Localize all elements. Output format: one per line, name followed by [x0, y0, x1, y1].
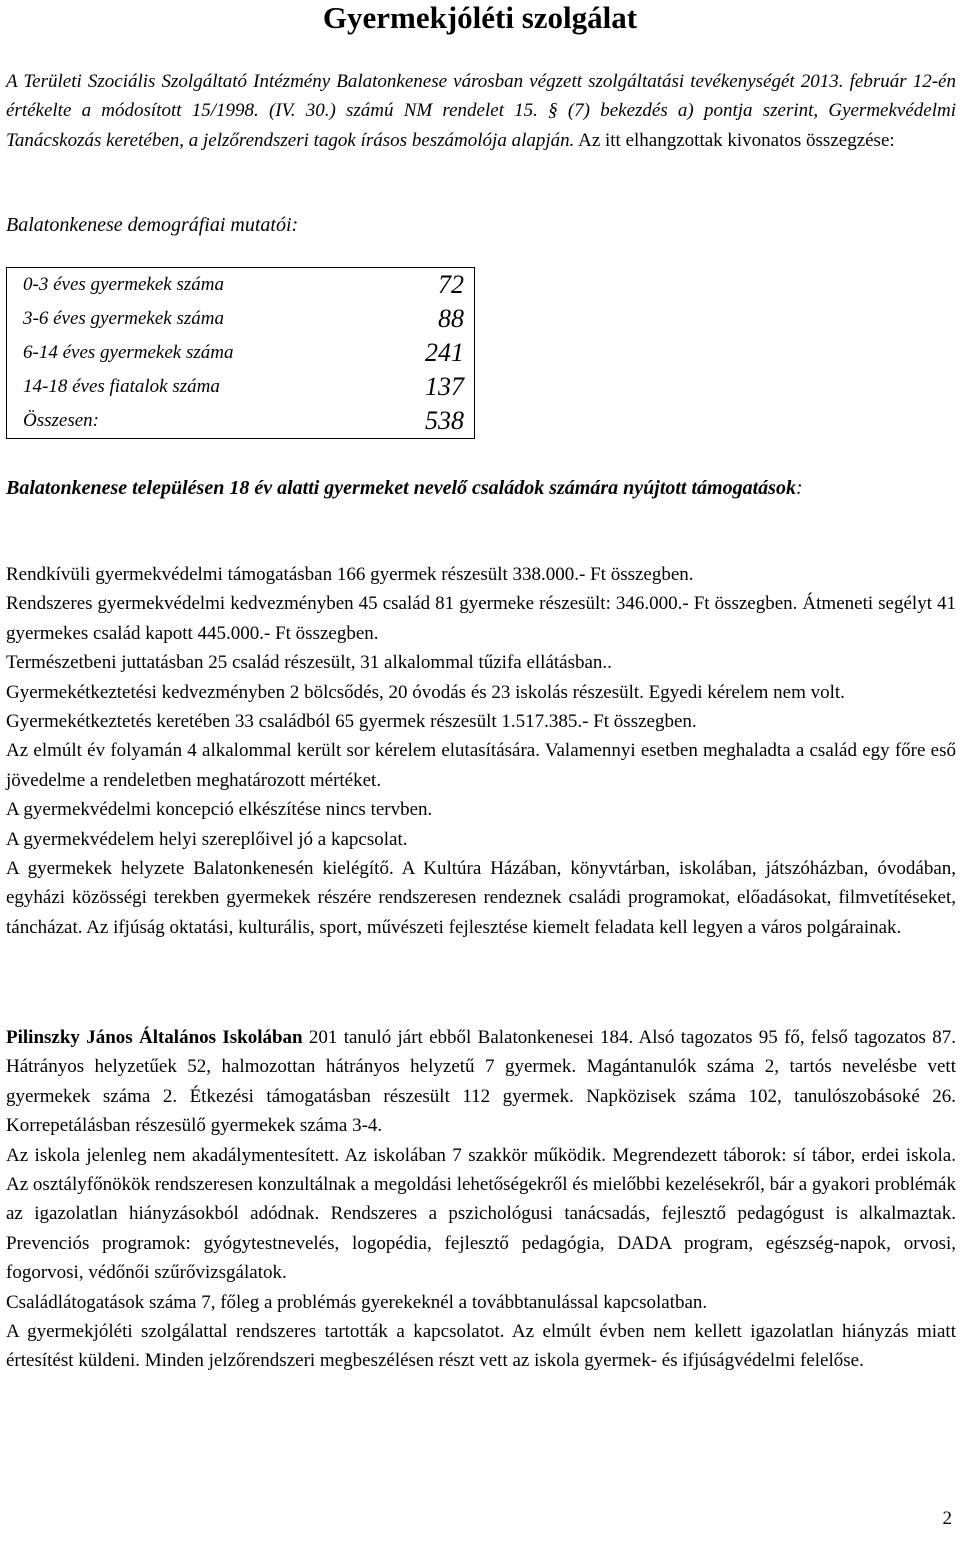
intro-summary-text: Az itt elhangzottak kivonatos összegzése: — [574, 129, 895, 151]
support-paragraph: Rendszeres gyermekvédelmi kedvezményben 45 család 81 gyermeke részesült: 346.000.- Ft összegben. Átmeneti segélyt 41 gyermekes család kapott 445.000.- Ft összegben. — [6, 593, 956, 644]
school-name: Pilinszky János Általános Iskolában — [6, 1027, 303, 1048]
support-paragraph: Gyermekétkeztetési kedvezményben 2 bölcsődés, 20 óvodás és 23 iskolás részesült. Egyedi kérelem nem volt. — [6, 681, 845, 703]
supports-heading-text: Balatonkenese településen 18 év alatti gyermeket nevelő családok számára nyújtott támogatások — [6, 477, 796, 499]
table-row — [7, 370, 475, 404]
page-number: 2 — [942, 1508, 952, 1529]
table-row — [7, 268, 475, 303]
row-label: 0-3 éves gyermekek száma — [23, 274, 224, 295]
support-paragraph: Természetbeni juttatásban 25 család részesült, 31 alkalommal tűzifa ellátásban.. — [6, 652, 612, 674]
support-paragraph: A gyermekek helyzete Balatonkenesén kielégítő. A Kultúra Házában, könyvtárban, iskolában, játszóházban, óvodában, egyházi közösségi terekben gyermekek részére rendszeresen rendeznek családi programokat, előadásokat, filmvetítéseket, táncházat. Az ifjúság oktatási, kulturális, sport, művészeti fejlesztése kiemelt feladata kell legyen a város polgárainak. — [6, 858, 956, 938]
row-value: 137 — [425, 372, 464, 401]
support-paragraph: A gyermekvédelmi koncepció elkészítése nincs tervben. — [6, 799, 433, 821]
row-value: 241 — [425, 338, 464, 367]
support-paragraph: Gyermekétkeztetés keretében 33 családból 65 gyermek részesült 1.517.385.- Ft összegben. — [6, 711, 697, 733]
school-paragraph: A gyermekjóléti szolgálattal rendszeres tartották a kapcsolatot. Az elmúlt évben nem kellett igazolatlan hiányzás miatt értesítést küldeni. Minden jelzőrendszeri megbeszélésen részt vett az iskola gyermek- és ifjúságvédelmi felelőse. — [6, 1321, 956, 1372]
row-value: 538 — [425, 406, 464, 435]
row-label: 6-14 éves gyermekek száma — [23, 342, 234, 363]
supports-section — [6, 560, 956, 942]
row-value: 88 — [438, 304, 464, 333]
page-title: Gyermekjóléti szolgálat — [322, 0, 638, 35]
support-paragraph: A gyermekvédelem helyi szereplőivel jó a kapcsolat. — [6, 828, 408, 850]
row-label: 3-6 éves gyermekek száma — [23, 308, 224, 329]
demographics-table — [6, 267, 475, 439]
school-paragraph: Az iskola jelenleg nem akadálymentesített. Az iskolában 7 szakkör működik. Megrendezett táborok: sí tábor, erdei iskola. Az osztályfőnökök rendszeresen konzultálnak a megoldási lehetőségekről és mielőbbi kezelésekről, bár a gyakori problémák az igazolatlan hiányzásokból adódnak. Rendszeres a pszichológusi tanácsadás, fejlesztő pedagógust is alkalmaztak. Prevenciós programok: gyógytestnevelés, logopédia, fejlesztő pedagógia, DADA program, egészség-napok, orvosi, fogorvosi, védőnői szűrővizsgálatok. — [6, 1144, 956, 1284]
row-value: 72 — [438, 270, 464, 299]
row-label: Összesen: — [23, 410, 99, 431]
demographics-heading: Balatonkenese demográfiai mutatói: — [6, 214, 299, 236]
row-label: 14-18 éves fiatalok száma — [23, 376, 220, 397]
table-row-total — [7, 404, 475, 439]
support-paragraph: Rendkívüli gyermekvédelmi támogatásban 166 gyermek részesült 338.000.- Ft összegben. — [6, 564, 694, 585]
intro-italic-text: A Területi Szociális Szolgáltató Intézmény Balatonkenese városban végzett szolgáltatási tevékenységét 2013. február 12-én értékelte a módosított 15/1998. (IV. 30.) számú NM rendelet 15. § (7) bekezdés a) pontja szerint, Gyermekvédelmi Tanácskozás keretében, a jelzőrendszeri tagok írásos beszámolója alapján. — [6, 71, 956, 151]
school-lead-text: 201 tanuló járt ebből Balatonkenesei 184. Alsó tagozatos 95 fő, felső tagozatos 87. Hátrányos helyzetűek 52, halmozottan hátrányos helyzetű 7 gyermek. Magántanulók száma 2, tartós nevelésbe vett gyermekek száma 2. Étkezési támogatásban részesült 112 gyermek. Napközisek száma 102, tanulószobásoké 26. Korrepetálásban részesülő gyermekek száma 3-4. — [6, 1027, 956, 1137]
table-row — [7, 302, 475, 336]
supports-heading — [6, 474, 956, 503]
support-paragraph: Az elmúlt év folyamán 4 alkalommal került sor kérelem elutasítására. Valamennyi esetben meghaladta a család egy főre eső jövedelme a rendeletben meghatározott mértéket. — [6, 740, 956, 791]
supports-heading-colon: : — [795, 477, 803, 499]
intro-paragraph — [6, 67, 956, 155]
school-section — [6, 1023, 956, 1376]
school-lead-paragraph — [6, 1023, 956, 1141]
school-paragraph: Családlátogatások száma 7, főleg a problémás gyerekeknél a továbbtanulással kapcsolatban. — [6, 1291, 708, 1313]
table-row — [7, 336, 475, 370]
